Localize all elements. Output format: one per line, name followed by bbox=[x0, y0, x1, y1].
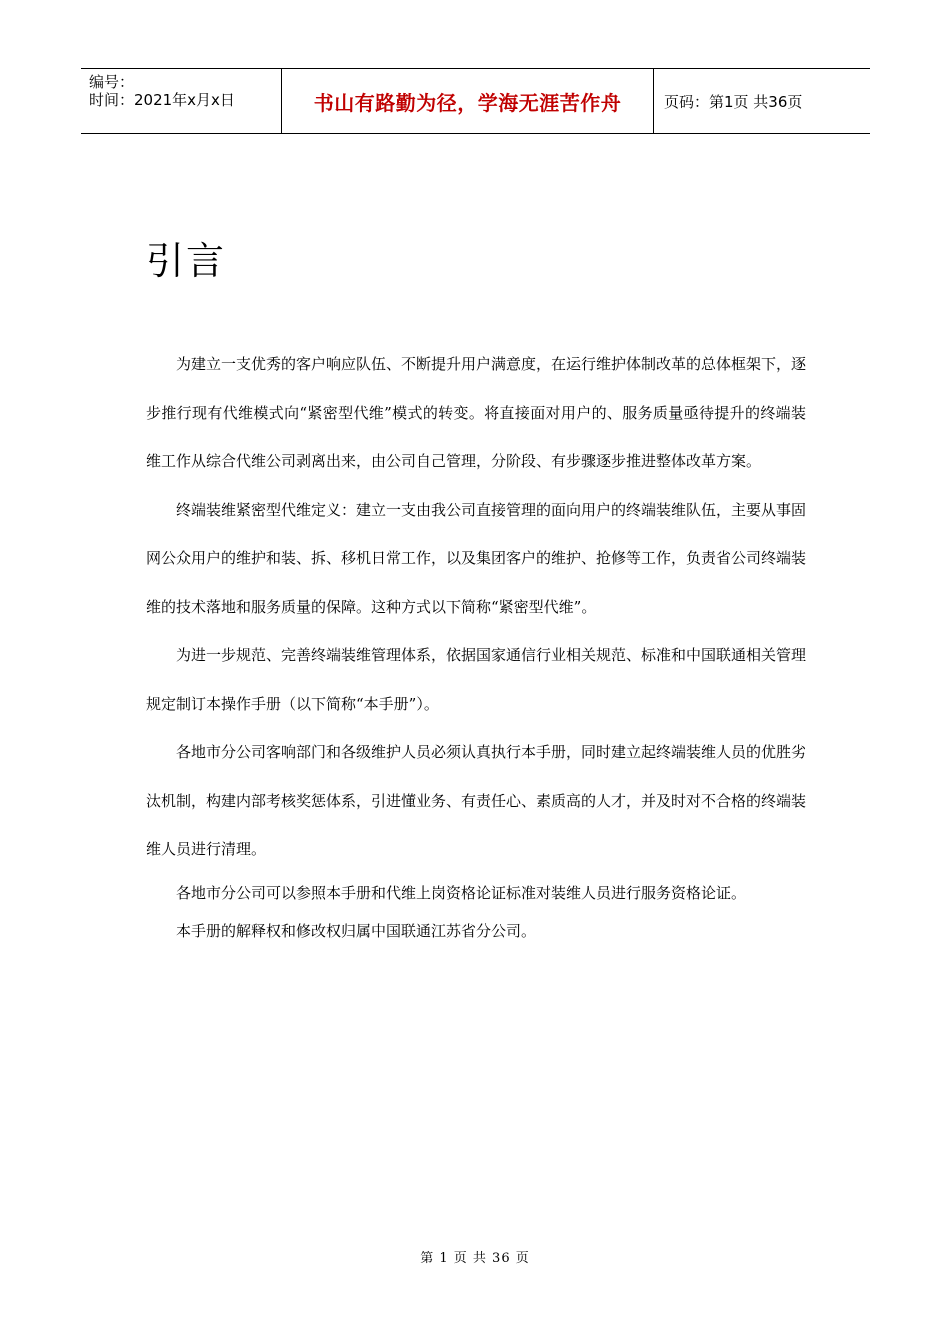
paragraph: 为进一步规范、完善终端装维管理体系，依据国家通信行业相关规范、标准和中国联通相关管理规定制订本操作手册（以下简称“本手册”）。 bbox=[146, 646, 807, 713]
header-page-cell bbox=[654, 69, 870, 133]
paragraph: 各地市分公司可以参照本手册和代维上岗资格论证标准对装维人员进行服务资格论证。 bbox=[176, 883, 747, 902]
paragraph: 为建立一支优秀的客户响应队伍、不断提升用户满意度，在运行维护体制改革的总体框架下，逐步推行现有代维模式向“紧密型代维”模式的转变。将直接面对用户的、服务质量亟待提升的终端装维工作从综合代维公司剥离出来，由公司自己管理，分阶段、有步骤逐步推进整体改革方案。 bbox=[146, 355, 807, 470]
header-page-info: 页码：第1页 共36页 bbox=[664, 92, 803, 111]
page-header bbox=[81, 68, 870, 134]
header-meta-cell bbox=[81, 69, 281, 133]
paragraph: 本手册的解释权和修改权归属中国联通江苏省分公司。 bbox=[176, 921, 537, 940]
page-footer: 第 1 页 共 36 页 bbox=[420, 1251, 530, 1266]
document-date-label: 时间：2021年x月x日 bbox=[89, 91, 235, 109]
page-title: 引言 bbox=[146, 239, 227, 283]
header-motto-cell bbox=[281, 69, 654, 133]
paragraph: 各地市分公司客响部门和各级维护人员必须认真执行本手册，同时建立起终端装维人员的优胜劣汰机制，构建内部考核奖惩体系，引进懂业务、有责任心、素质高的人才，并及时对不合格的终端装维人员进行清理。 bbox=[146, 743, 807, 858]
header-motto: 书山有路勤为径，学海无涯苦作舟 bbox=[313, 90, 622, 115]
paragraph: 终端装维紧密型代维定义：建立一支由我公司直接管理的面向用户的终端装维队伍，主要从事固网公众用户的维护和装、拆、移机日常工作，以及集团客户的维护、抢修等工作，负责省公司终端装维的技术落地和服务质量的保障。这种方式以下简称“紧密型代维”。 bbox=[146, 500, 807, 616]
document-number-label: 编号： bbox=[89, 73, 135, 91]
document-body bbox=[146, 340, 806, 950]
